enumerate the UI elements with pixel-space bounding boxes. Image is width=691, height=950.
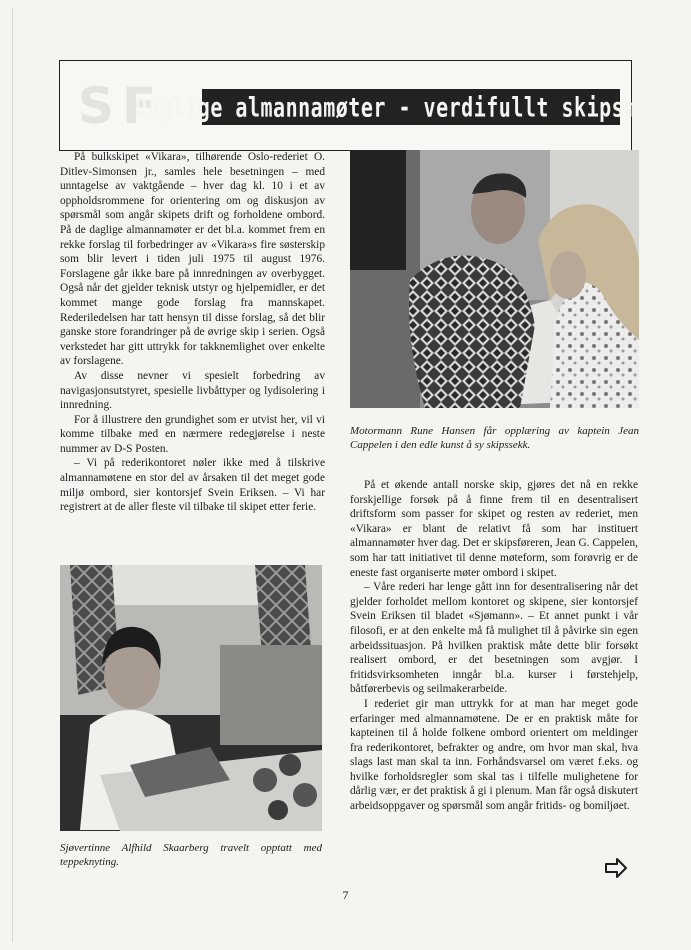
article-header [59, 60, 687, 151]
page-number: 7 [342, 888, 349, 902]
photo-stewardess [60, 565, 322, 831]
right-text-column [350, 478, 638, 814]
paragraph: – Vi på rederikontoret nøler ikke med å tilskrive almannamøtene en stor del av årsaken til det meget gode miljø ombord, sier kontorsjef Svein Eriksen. – Vi har registrert at de aller fleste vil tilbake til skipet etter ferie. [60, 457, 325, 514]
paragraph: På bulkskipet «Vikara», tilhørende Oslo-rederiet O. Ditlev-Simonsen jr., samles hele besetningen – med unntagelse av vaktgående – hver dag kl. 10 i et av oppholdsrommene for orientering om og diskusjon av spørsmål som angår skipets drift og forholdene ombord. På de daglige almannamøter er det bl.a. kommet frem en rekke forslag til forbedringer av «Vikara»s fire søsterskip som blir levert i tiden juli 1975 til august 1976. Forslagene går ikke bare på innredningen av overbygget. Også når det gjelder teknisk utstyr og hjelpemidler, er det kommet mange gode forslag fra mannskapet. Rederiledelsen har tatt hensyn til disse forslag, så det blir ganske store forandringer på de øvrige skip i serien. Også verkstedet har gitt uttrykk for takknemlighet over enkelte av forslagene. [60, 151, 325, 368]
paragraph: For å illustrere den grundighet som er utvist her, vil vi komme tilbake med en nærmere redegjørelse i neste nummer av D-S Posten. [60, 413, 325, 455]
photo-illustration [60, 565, 322, 831]
paragraph: På et økende antall norske skip, gjøres det nå en rekke forskjellige forsøk på å finne frem til en desentralisert driftsform som passer for skipet og resten av rederiet, men «Vikara» er blant de relativt få som har instituert almannamøter hver dag. Det er skipsføreren, Jean G. Cappelen, som har tatt initiativet til denne møteform, som forøvrig er de eneste fast organiserte møter ombord i skipet. [350, 479, 638, 579]
photo-caption: Sjøvertinne Alfhild Skaarberg travelt opptatt med teppeknyting. [60, 842, 322, 868]
paragraph: – Våre rederi har lenge gått inn for desentralisering når det gjelder forholdet mellom kontoret og skipene, sier kontorsjef Svein Eriksen til bladet «Sjømann». – Et annet punkt i vår filosofi, er at den enkelte må få mulighet til å påvirke sin egen arbeidssituasjon. På hvilken praktisk måte dette blir forsøkt realisert ombord, er det besetningen som avgjør. I fritidsvirksomheten inngår bl.a. kurser i førstehjelp, båtførerbevis og seilmakerarbeide. [350, 581, 638, 696]
title-bar [135, 89, 687, 125]
left-text-column [60, 150, 325, 515]
photo-captain-and-motorman [350, 150, 639, 408]
photo-caption: Motormann Rune Hansen får opplæring av kaptein Jean Cappelen i den edle kunst å sy skipssekk. [350, 425, 639, 451]
arrow-right-icon [604, 858, 628, 878]
photo-illustration [350, 150, 639, 408]
paragraph: Av disse nevner vi spesielt forbedring av navigasjonsutstyret, spesielle livbåttyper og lydisolering i innredning. [60, 369, 325, 412]
header-background-lettering: SF [78, 77, 165, 135]
paragraph: I rederiet gir man uttrykk for at man har meget gode erfaringer med almannamøtene. De er en praktisk måte for kapteinen til å holde folkene ombord orientert om meldinger fra rederikontoret, befrakter og andre, om hvor man skal, hva slags last man skal ta inn. Forhåndsvarsel om været f.eks. og hvilke forholdsregler som skal tas i tilfelle mulighetene for dårlig vær, er det praktisk å gi i plenum. Man får også diskutert arbeidsoppgaver og spørsmål som angår fritids- og bomiljøet. [350, 697, 638, 813]
article-title: Daglige almannamøter - verdifullt skipsmiljø [135, 90, 687, 124]
